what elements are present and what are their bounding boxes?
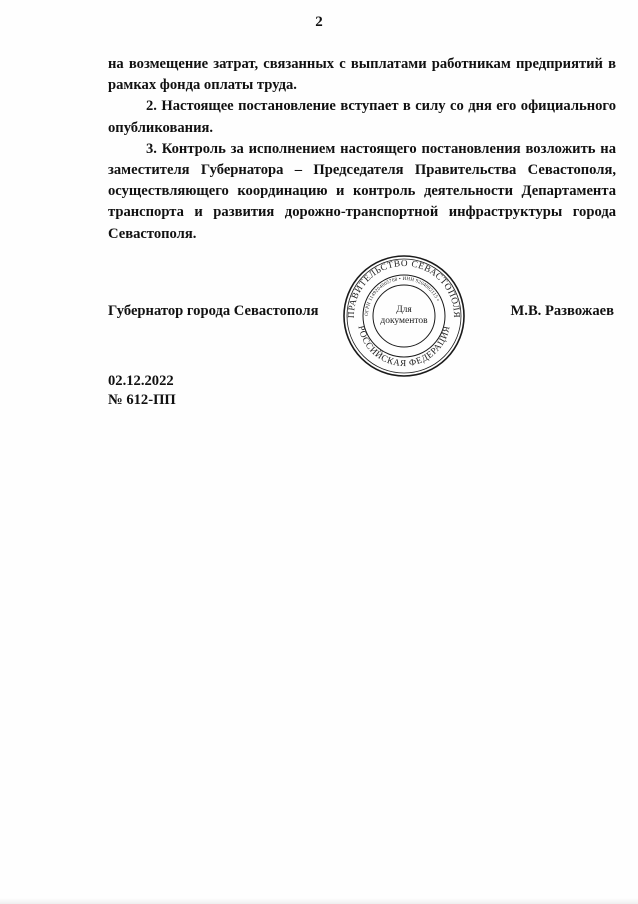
signer-position: Губернатор города Севастополя: [108, 303, 319, 319]
signer-name: М.В. Развожаев: [510, 303, 614, 319]
scan-bottom-edge: [0, 898, 638, 904]
document-body: [108, 54, 616, 245]
document-date: 02.12.2022: [108, 373, 174, 389]
seal-center-line-2: документов: [380, 316, 428, 326]
page-number: 2: [315, 14, 323, 30]
official-seal: [342, 254, 466, 378]
seal-inner-ring-path: ОГРН 1149204005768 • ИНН 9204002115 •: [364, 276, 440, 317]
document-number: № 612-ПП: [108, 392, 176, 408]
document-meta: [108, 372, 176, 410]
seal-graphic: [342, 254, 466, 378]
paragraph-2: 2. Настоящее постановление вступает в силу со дня его официального опубликования.: [108, 98, 616, 136]
seal-outer-top-path: ПРАВИТЕЛЬСТВО СЕВАСТОПОЛЯ: [345, 257, 463, 319]
seal-outer-bottom-path: РОССИЙСКАЯ ФЕДЕРАЦИЯ: [356, 324, 452, 369]
paragraph-3: 3. Контроль за исполнением настоящего постановления возложить на заместителя Губернатора – Председателя Правительства Севастополя, осуществляющего координацию и контроль деятельности Департамента транспорта и развития дорожно-транспортной инфраструктуры города Севастополя.: [108, 140, 616, 242]
seal-outer-bottom-text: [356, 325, 451, 368]
paragraph-continuation: на возмещение затрат, связанных с выплатами работникам предприятий в рамках фонда оплаты труда.: [108, 56, 616, 94]
seal-center-line-1: Для: [396, 305, 412, 315]
